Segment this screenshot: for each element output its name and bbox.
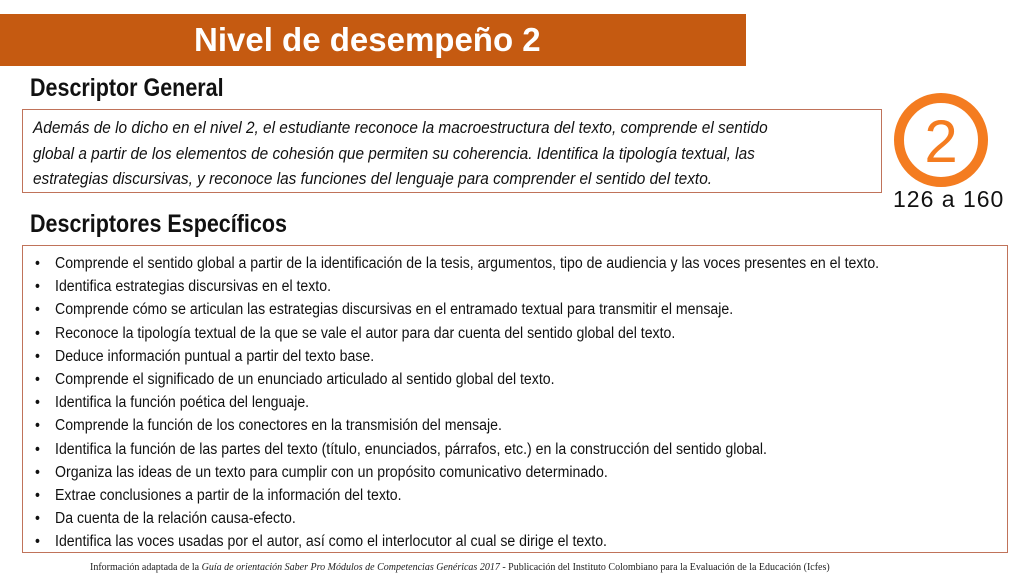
level-number: 2 — [924, 108, 958, 175]
footer-credit: Información adaptada de la Guía de orientación Saber Pro Módulos de Competencias Genéricas 2017 - Publicación del Instituto Colombiano para la Evaluación de la Educación (Icfes) — [90, 562, 830, 573]
circled-number-icon — [893, 92, 989, 188]
list-item: • Identifica estrategias discursivas en el texto. — [35, 278, 331, 296]
title-bar — [0, 14, 746, 66]
list-item: • Identifica la función de las partes del texto (título, enunciados, párrafos, etc.) en la construcción del sentido global. — [35, 440, 767, 458]
list-item: • Identifica la función poética del lenguaje. — [35, 394, 310, 412]
list-item: • Comprende el sentido global a partir de la identificación de la tesis, argumentos, tipo de audiencia y las voces presentes en el texto. — [35, 255, 880, 272]
descriptor-general-heading: Descriptor General — [30, 74, 224, 102]
descriptores-especificos-box — [22, 245, 1008, 553]
descriptor-list — [35, 252, 963, 554]
page-title: Nivel de desempeño 2 — [194, 21, 541, 58]
list-item: • Comprende el significado de un enunciado articulado al sentido global del texto. — [35, 371, 555, 389]
score-range: 126 a 160 — [893, 186, 1005, 212]
list-item: • Comprende la función de los conectores en la transmisión del mensaje. — [35, 417, 502, 435]
list-item: • Comprende cómo se articulan las estrategias discursivas en el entramado textual para transmitir el mensaje. — [35, 301, 734, 319]
list-item: • Identifica las voces usadas por el autor, así como el interlocutor al cual se dirige el texto. — [35, 533, 607, 551]
list-item: • Organiza las ideas de un texto para cumplir con un propósito comunicativo determinado. — [35, 463, 608, 481]
list-item: • Extrae conclusiones a partir de la información del texto. — [35, 487, 402, 505]
descriptor-general-text: Además de lo dicho en el nivel 2, el estudiante reconoce la macroestructura del texto, comprende el sentido global a partir de los elementos de cohesión que permiten su coherencia. Identifica la tipología textual, las estrategias discursivas, y reconoce las funciones del lenguaje para comprender el sentido del texto. — [33, 118, 768, 188]
list-item: • Da cuenta de la relación causa-efecto. — [35, 510, 296, 528]
list-item: • Deduce información puntual a partir del texto base. — [35, 347, 375, 365]
list-item: • Reconoce la tipología textual de la que se vale el autor para dar cuenta del sentido global del texto. — [35, 324, 676, 342]
descriptores-especificos-heading: Descriptores Específicos — [30, 210, 287, 238]
descriptor-general-box — [22, 109, 882, 193]
